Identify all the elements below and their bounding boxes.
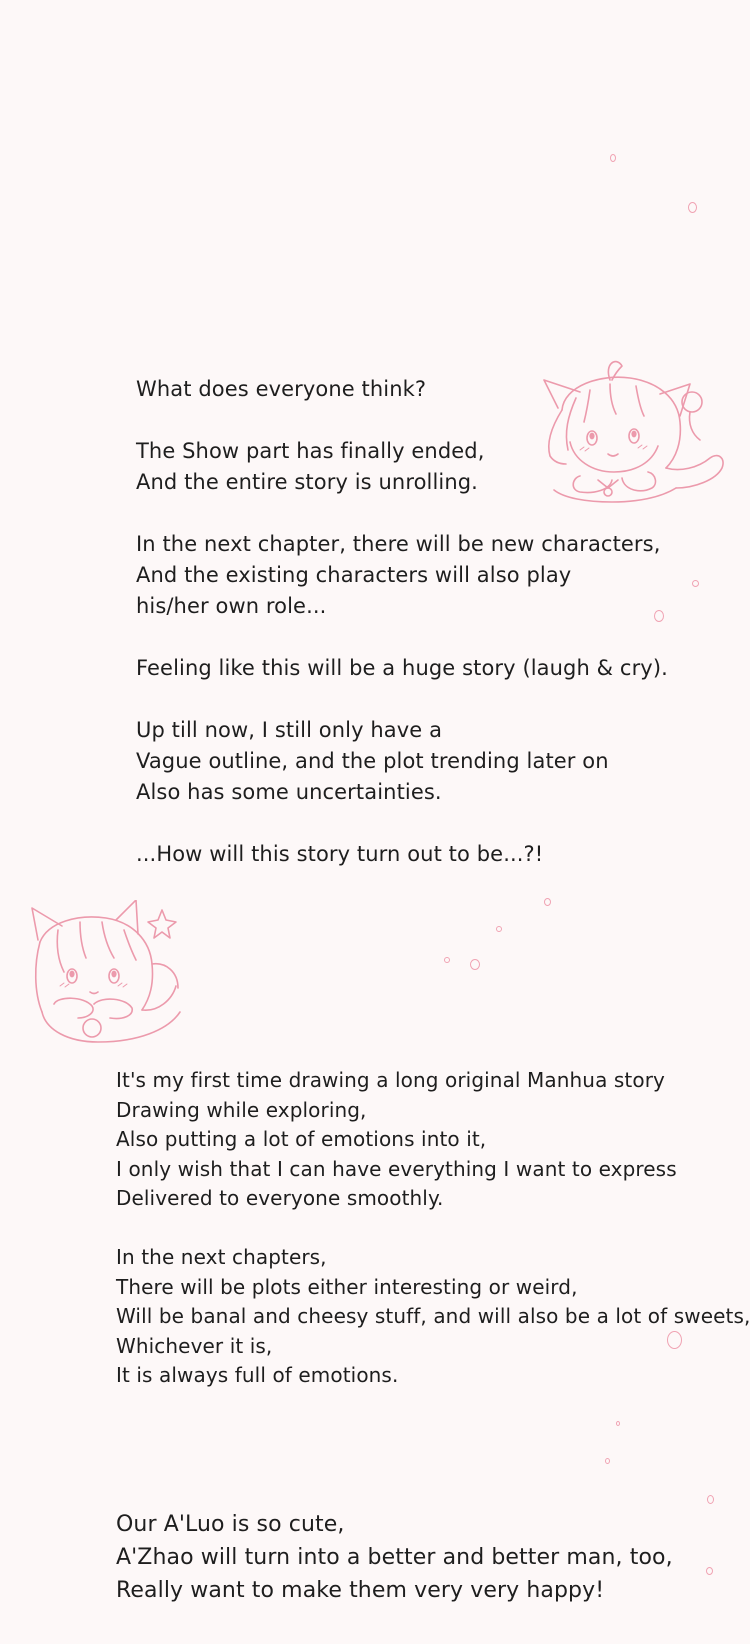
text-line: In the next chapter, there will be new characters, <box>136 532 661 556</box>
text-line: Delivered to everyone smoothly. <box>116 1186 444 1210</box>
text-line: Drawing while exploring, <box>116 1097 367 1122</box>
text-line: Feeling like this will be a huge story (laugh & cry). <box>136 656 668 680</box>
text-line: Also has some uncertainties. <box>136 780 442 804</box>
text-line: And the existing characters will also play <box>136 563 572 587</box>
text-line: Our A'Luo is so cute, <box>116 1512 345 1537</box>
bubble-dot <box>707 1495 714 1504</box>
bubble-dot <box>610 154 616 162</box>
bubble-dot <box>616 1421 620 1426</box>
bubble-dot <box>654 610 664 622</box>
text-line: Also putting a lot of emotions into it, <box>116 1127 487 1151</box>
afterword-section-3 <box>116 1508 673 1607</box>
bubble-dot <box>605 1458 610 1464</box>
bubble-dot <box>544 898 551 906</box>
chibi-cat-girl-lying-icon <box>540 350 730 515</box>
afterword-section-2 <box>116 1066 750 1391</box>
chibi-cat-girl-peeking-icon <box>28 900 198 1050</box>
bubble-dot <box>496 926 502 932</box>
bubble-dot <box>706 1567 713 1575</box>
text-line: And the entire story is unrolling. <box>136 470 478 494</box>
text-line: Really want to make them very very happy! <box>116 1578 605 1603</box>
text-line: Vague outline, and the plot trending later on <box>136 749 609 773</box>
bubble-dot <box>667 1331 682 1349</box>
text-line: It is always full of emotions. <box>116 1363 399 1387</box>
text-line: I only wish that I can have everything I want to express <box>116 1156 677 1181</box>
bubble-dot <box>444 957 450 963</box>
bubble-dot <box>688 202 697 213</box>
text-line: It's my first time drawing a long original Manhua story <box>116 1068 665 1092</box>
text-line: Up till now, I still only have a <box>136 718 443 742</box>
text-line: The Show part has finally ended, <box>136 439 485 463</box>
bubble-dot <box>470 959 480 970</box>
text-line: In the next chapters, <box>116 1245 327 1269</box>
text-line: Whichever it is, <box>116 1333 273 1358</box>
bubble-dot <box>692 580 699 587</box>
text-line: What does everyone think? <box>136 377 427 401</box>
text-line: Will be banal and cheesy stuff, and will also be a lot of sweets, <box>116 1304 750 1328</box>
text-line: There will be plots either interesting or weird, <box>116 1274 578 1299</box>
text-line: his/her own role... <box>136 594 327 618</box>
text-line: ...How will this story turn out to be...?! <box>136 842 544 866</box>
text-line: A'Zhao will turn into a better and better man, too, <box>116 1545 673 1570</box>
